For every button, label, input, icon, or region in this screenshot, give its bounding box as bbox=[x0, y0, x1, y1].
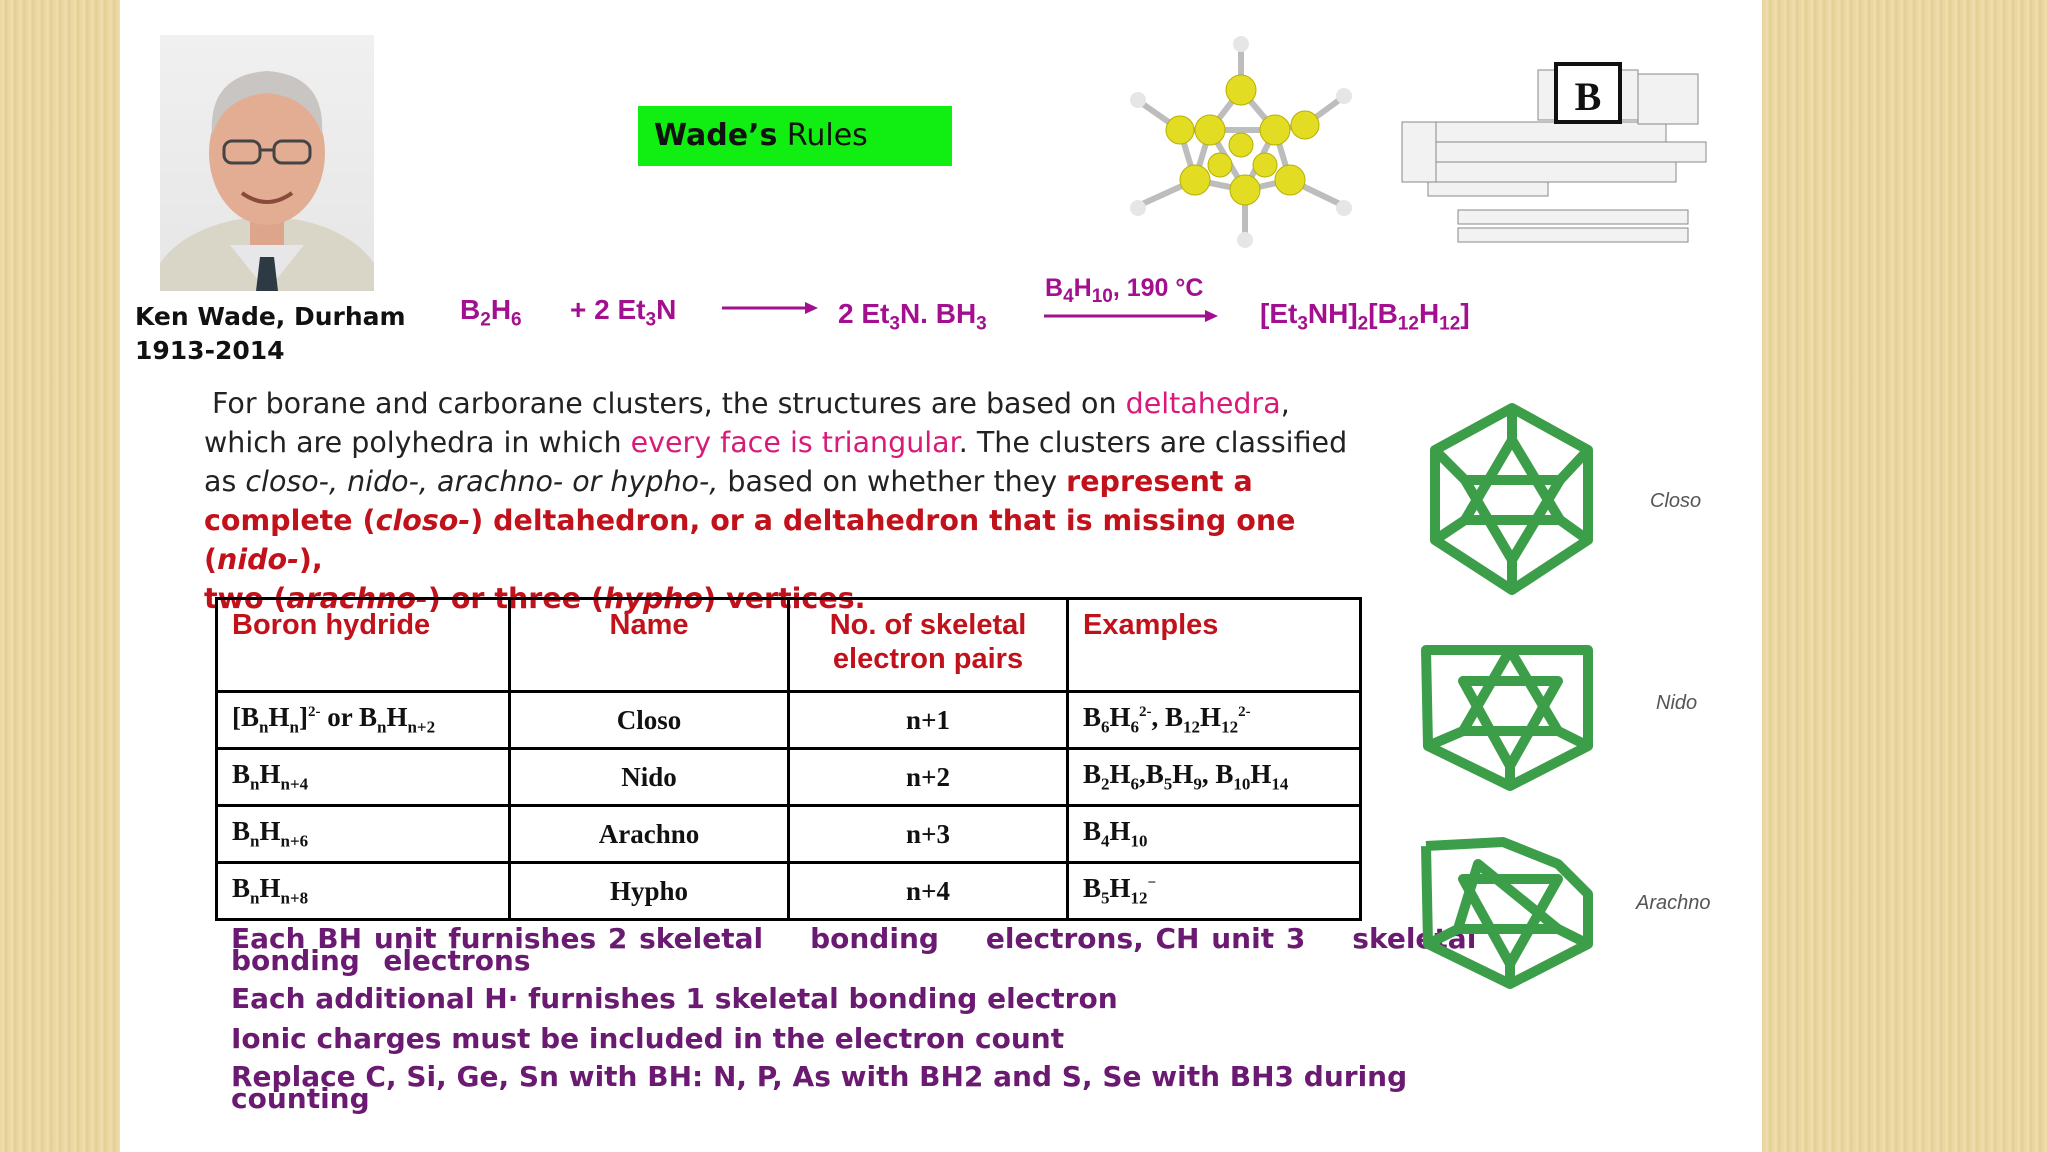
cell-name: Arachno bbox=[510, 806, 789, 863]
arachno-label: Arachno bbox=[1636, 892, 1711, 914]
term-prefixes: closo-, nido-, arachno- or hypho-, bbox=[245, 465, 719, 498]
term-arachno: arachno- bbox=[286, 582, 428, 615]
reactant-2 bbox=[570, 294, 676, 332]
cell-examples: $B_5H_{12}^-$ bbox=[1068, 863, 1361, 920]
portrait-photo bbox=[160, 35, 374, 291]
cell-pairs: n+3 bbox=[789, 806, 1068, 863]
term-nido: nido- bbox=[217, 543, 299, 576]
table-row bbox=[217, 749, 1361, 806]
term-every-face: every face is triangular bbox=[630, 426, 959, 459]
header-name: Name bbox=[510, 599, 789, 692]
icosahedron-model-image bbox=[1120, 30, 1360, 270]
cell-pairs: n+1 bbox=[789, 692, 1068, 749]
arachno-cluster-image bbox=[1418, 834, 1618, 994]
cell-name: Hypho bbox=[510, 863, 789, 920]
para-line-2 bbox=[204, 423, 1384, 462]
slide bbox=[120, 0, 1762, 1152]
reaction-arrow-2 bbox=[1042, 306, 1222, 326]
para-text: which are polyhedra in which bbox=[204, 426, 631, 459]
term-deltahedra: deltahedra bbox=[1125, 387, 1281, 420]
cell-pairs: n+4 bbox=[789, 863, 1068, 920]
rule-4: Replace C, Si, Ge, Sn with BH: N, P, As with BH2 and S, Se with BH3 during counting bbox=[231, 1060, 1408, 1115]
para-text: . The clusters are classified bbox=[958, 426, 1348, 459]
product-2-text: $[Et_3NH]_2[B_{12}H_{12}]$ bbox=[1260, 298, 1470, 335]
table-header-row bbox=[217, 599, 1361, 692]
term-hypho: hypho bbox=[603, 582, 704, 615]
para-red-text: represent a bbox=[1066, 465, 1253, 498]
closo-label: Closo bbox=[1650, 490, 1702, 512]
cell-examples: $B_4H_{10}$ bbox=[1068, 806, 1361, 863]
rule-1: Each BH unit furnishes 2 skeletal bonding electrons, CH unit 3 skeletal bonding electrons bbox=[231, 922, 1489, 977]
cell-pairs: n+2 bbox=[789, 749, 1068, 806]
table-row bbox=[217, 806, 1361, 863]
caption-years: 1913-2014 bbox=[135, 336, 285, 365]
reaction-condition-text: $B_4H_{10}$, 190 °C bbox=[1045, 274, 1204, 307]
para-line-1 bbox=[204, 384, 1384, 423]
rule-2: Each additional H· furnishes 1 skeletal bonding electron bbox=[231, 982, 1118, 1015]
nido-cluster-image bbox=[1418, 636, 1618, 796]
reaction-arrow-1 bbox=[720, 298, 820, 318]
title-bold: Wade’s bbox=[654, 118, 778, 153]
para-red-text: ), bbox=[298, 543, 323, 576]
reaction-condition bbox=[1045, 274, 1203, 308]
closo-cluster-image bbox=[1420, 400, 1620, 600]
intro-paragraph bbox=[204, 384, 1384, 618]
caption-name: Ken Wade, Durham bbox=[135, 302, 406, 331]
para-red-text: complete ( bbox=[204, 504, 376, 537]
cell-hydride: $B_nH_{n+4}$ bbox=[217, 749, 510, 806]
para-text: as bbox=[204, 465, 246, 498]
product-1-text: 2 $Et_3N$. $BH_3$ bbox=[838, 298, 987, 335]
cell-hydride: $B_nH_{n+8}$ bbox=[217, 863, 510, 920]
title-box bbox=[638, 106, 952, 166]
para-text: , bbox=[1280, 387, 1290, 420]
cell-name: Closo bbox=[510, 692, 789, 749]
header-boron-hydride: Boron hydride bbox=[217, 599, 510, 692]
para-red-text: ) deltahedron, or a deltahedron that is missing one ( bbox=[204, 504, 1296, 576]
para-red-text: ) vertices. bbox=[703, 582, 866, 615]
cell-examples: $B_6H_6^{2-}$, $B_{12}H_{12}^{2-}$ bbox=[1068, 692, 1361, 749]
header-examples: Examples bbox=[1068, 599, 1361, 692]
nido-label: Nido bbox=[1656, 692, 1698, 714]
para-line-4 bbox=[204, 501, 1384, 579]
para-text: based on whether they bbox=[718, 465, 1067, 498]
portrait-caption bbox=[135, 300, 406, 368]
title-rest: Rules bbox=[777, 118, 868, 153]
term-closo: closo- bbox=[375, 504, 471, 537]
cell-name: Nido bbox=[510, 749, 789, 806]
cell-hydride: $[B_nH_n]^{2-}$ or $B_nH_{n+2}$ bbox=[217, 692, 510, 749]
periodic-b-symbol: B bbox=[1574, 74, 1602, 119]
reactant-1 bbox=[460, 294, 522, 332]
reactant-2-text: + 2 $Et_3N$ bbox=[570, 294, 677, 331]
product-1 bbox=[838, 298, 987, 336]
cell-hydride: $B_nH_{n+6}$ bbox=[217, 806, 510, 863]
header-skeletal-pairs: No. of skeletal electron pairs bbox=[789, 599, 1068, 692]
para-line-3 bbox=[204, 462, 1384, 501]
table-row bbox=[217, 863, 1361, 920]
wade-rules-table bbox=[215, 597, 1362, 921]
product-2 bbox=[1260, 298, 1470, 336]
slide-title bbox=[654, 118, 868, 153]
rule-3: Ionic charges must be included in the electron count bbox=[231, 1022, 1065, 1055]
para-text: For borane and carborane clusters, the structures are based on bbox=[212, 387, 1126, 420]
table-row bbox=[217, 692, 1361, 749]
periodic-table-image bbox=[1398, 60, 1708, 260]
reactant-1-text: $B_2H_6$ bbox=[460, 294, 522, 331]
para-red-text: two ( bbox=[204, 582, 287, 615]
cell-examples: $B_2H_6,B_5H_9$, $B_{10}H_{14}$ bbox=[1068, 749, 1361, 806]
para-red-text: ) or three ( bbox=[427, 582, 604, 615]
